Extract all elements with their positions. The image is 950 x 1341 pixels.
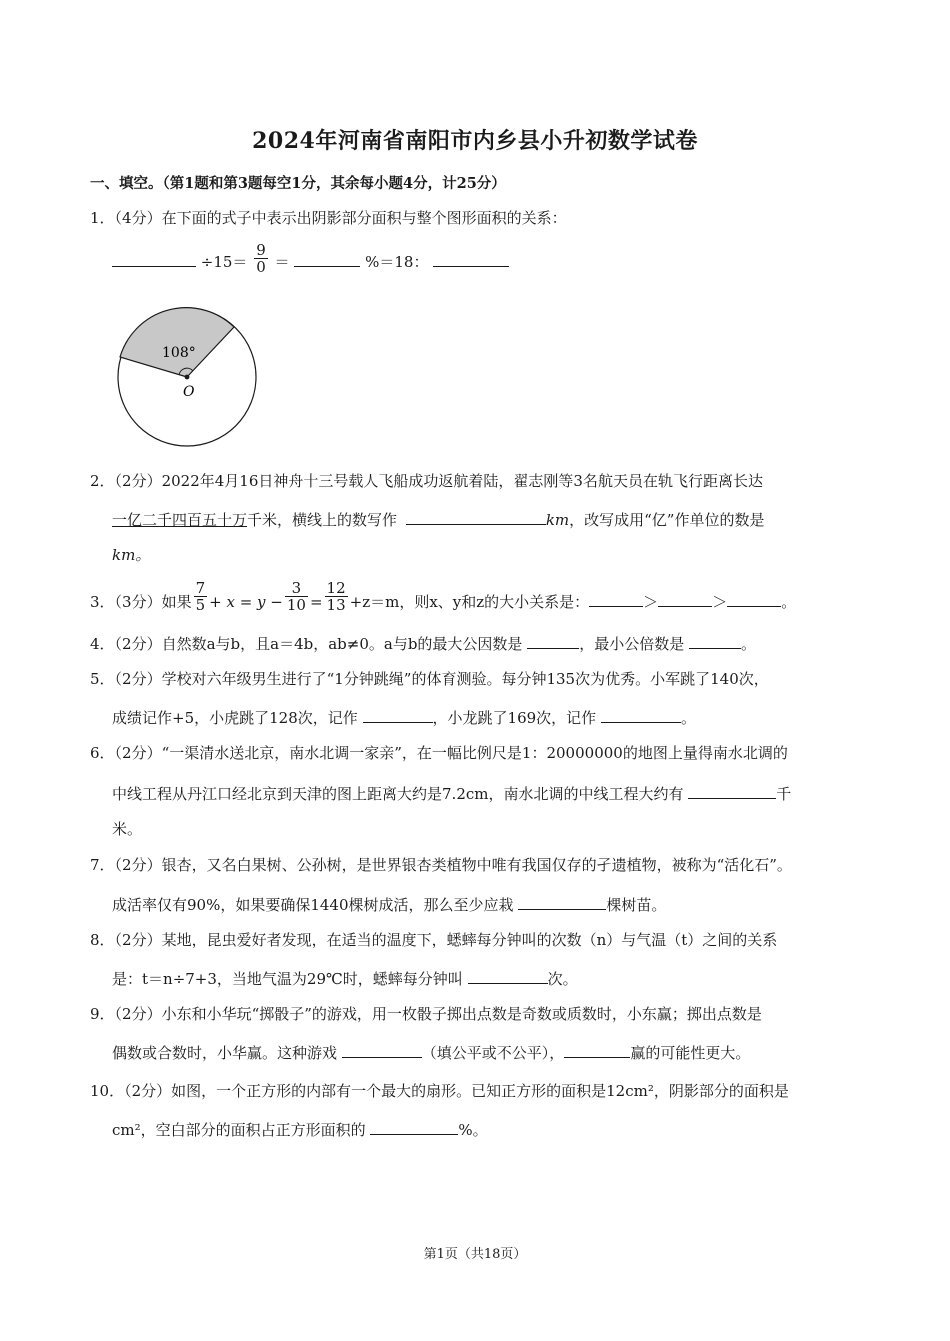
question-5: 5．（2分）学校对六年级男生进行了“1分钟跳绳”的体育测验。每分钟135次为优秀。小军跳了140次， — [90, 670, 769, 688]
answer-blank[interactable] — [468, 967, 548, 984]
question-10: 10．（2分）如图，一个正方形的内部有一个最大的扇形。已知正方形的面积是12cm²，阴影部分的面积是 — [90, 1082, 789, 1100]
answer-blank[interactable] — [564, 1041, 630, 1058]
question-1-expression: ÷15＝ $\frac{9}{0}$ ＝ %＝18： — [112, 250, 509, 275]
question-7-line-2: 成活率仅有90%，如果要确保1440棵树成活，那么至少应栽 棵树苗。 — [112, 893, 666, 915]
answer-blank[interactable] — [601, 706, 681, 723]
answer-blank[interactable] — [112, 250, 196, 267]
answer-blank[interactable] — [294, 250, 360, 267]
answer-blank[interactable] — [433, 250, 509, 267]
answer-blank[interactable] — [518, 893, 606, 910]
page-footer: 第1页（共18页） — [423, 1247, 527, 1262]
fraction: $\frac{9}{0}$ — [256, 240, 266, 276]
answer-blank[interactable] — [589, 590, 643, 607]
question-9-line-2: 偶数或合数时，小华赢。这种游戏 （填公平或不公平）， 赢的可能性更大。 — [112, 1041, 750, 1063]
question-6: 6．（2分）“一渠清水送北京，南水北调一家亲”，在一幅比例尺是1：20000000的地图上量得南水北调的 — [90, 744, 788, 762]
center-point — [185, 375, 190, 380]
fraction: $\frac{3}{10}$ — [286, 578, 306, 614]
answer-blank[interactable] — [406, 508, 546, 525]
question-9: 9．（2分）小东和小华玩“掷骰子”的游戏，用一枚骰子掷出点数是奇数或质数时，小东赢；掷出点数是 — [90, 1005, 762, 1023]
question-1: 1．（4分）在下面的式子中表示出阴影部分面积与整个图形面积的关系： — [90, 209, 567, 227]
question-3: 3．（3分）如果 $\frac{7}{5}$ + x = y − $\frac{3}{10}$ = $\frac{12}{13}$ +z＝m，则x、y和z的大小关系是： ＞ ＞ 。 — [90, 578, 797, 614]
answer-blank[interactable] — [688, 782, 776, 799]
section-heading: 一、填空。（第1题和第3题每空1分，其余每小题4分，计25分） — [90, 175, 506, 192]
answer-blank[interactable] — [363, 706, 433, 723]
fraction: $\frac{7}{5}$ — [195, 578, 206, 614]
question-7: 7．（2分）银杏，又名白果树、公孙树，是世界银杏类植物中唯有我国仅存的孑遗植物，被称为“活化石”。 — [90, 856, 792, 874]
question-10-line-2: cm²，空白部分的面积占正方形面积的 %。 — [112, 1118, 488, 1140]
angle-label: 108° — [162, 345, 196, 361]
fraction: $\frac{12}{13}$ — [326, 578, 346, 614]
question-8-line-2: 是：t＝n÷7+3，当地气温为29℃时，蟋蟀每分钟叫 次。 — [112, 967, 578, 989]
answer-blank[interactable] — [727, 590, 781, 607]
answer-blank[interactable] — [689, 632, 741, 649]
question-6-line-2: 中线工程从丹江口经北京到天津的图上距离大约是7.2cm，南水北调的中线工程大约有 千 — [112, 782, 791, 804]
page-title: 2024年河南省南阳市内乡县小升初数学试卷 — [252, 128, 698, 154]
question-2: 2．（2分）2022年4月16日神舟十三号载人飞船成功返航着陆，翟志刚等3名航天员在轨飞行距离长达 — [90, 472, 763, 490]
question-2-line-3: km。 — [112, 546, 151, 564]
question-4: 4．（2分）自然数a与b，且a＝4b，ab≠0。a与b的最大公因数是 ，最小公倍数是 。 — [90, 632, 756, 654]
center-label: O — [183, 384, 195, 400]
question-5-line-2: 成绩记作+5，小虎跳了128次，记作 ，小龙跳了169次，记作 。 — [112, 706, 696, 728]
question-2-line-2: 一亿二千四百五十万千米，横线上的数写作 km，改写成用“亿”作单位的数是 — [112, 508, 764, 530]
question-6-line-3: 米。 — [112, 820, 143, 838]
answer-blank[interactable] — [658, 590, 712, 607]
answer-blank[interactable] — [342, 1041, 422, 1058]
question-8: 8．（2分）某地，昆虫爱好者发现，在适当的温度下，蟋蟀每分钟叫的次数（n）与气温（t）之间的关系 — [90, 931, 778, 949]
answer-blank[interactable] — [370, 1118, 458, 1135]
circle-sector-figure — [110, 305, 260, 450]
answer-blank[interactable] — [527, 632, 579, 649]
